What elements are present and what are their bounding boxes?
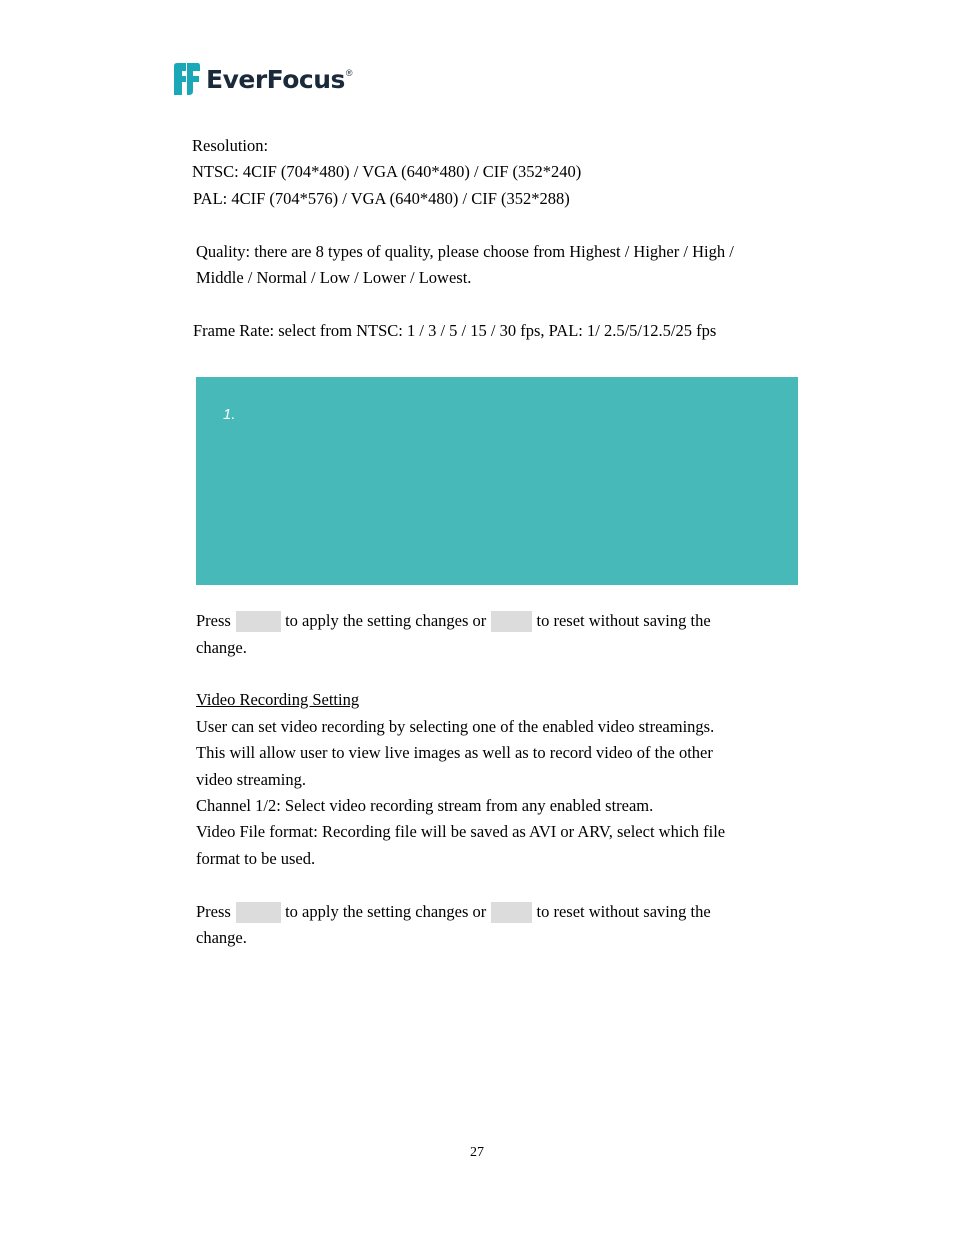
press-instruction-2 [196, 902, 711, 924]
note-band [196, 377, 798, 585]
everfocus-logo-mark-icon [171, 62, 201, 96]
reset-button[interactable] [491, 902, 532, 923]
reset-button[interactable] [491, 611, 532, 632]
video-recording-line-1: User can set video recording by selecting one of the enabled video streamings. [196, 717, 715, 736]
video-recording-heading: Video Recording Setting [196, 690, 360, 709]
resolution-ntsc: NTSC: 4CIF (704*480) / VGA (640*480) / CIF (352*240) [192, 162, 582, 181]
apply-button[interactable] [236, 902, 281, 923]
press-label: Press [196, 902, 231, 921]
apply-button[interactable] [236, 611, 281, 632]
video-recording-line-3: video streaming. [196, 770, 306, 789]
registered-mark: ® [345, 68, 353, 78]
everfocus-logo [171, 61, 353, 97]
channel-text: Channel 1/2: Select video recording stream from any enabled stream. [196, 796, 654, 815]
file-format-line-1: Video File format: Recording file will be saved as AVI or ARV, select which file [196, 822, 726, 841]
resolution-pal: PAL: 4CIF (704*576) / VGA (640*480) / CIF (352*288) [193, 189, 570, 208]
press-instruction-1-line-2: change. [196, 638, 247, 657]
brand-name: EverFocus [206, 64, 345, 94]
video-recording-line-2: This will allow user to view live images as well as to record video of the other [196, 743, 713, 762]
press-instruction-2-line-2: change. [196, 928, 247, 947]
quality-line-2: Middle / Normal / Low / Lower / Lowest. [196, 268, 472, 287]
resolution-title: Resolution: [192, 136, 269, 155]
quality-line-1: Quality: there are 8 types of quality, please choose from Highest / Higher / High / [196, 242, 734, 261]
reset-text: to reset without saving the [536, 611, 711, 630]
reset-text: to reset without saving the [536, 902, 711, 921]
apply-text: to apply the setting changes or [285, 902, 487, 921]
page-number: 27 [470, 1145, 484, 1160]
file-format-line-2: format to be used. [196, 849, 316, 868]
frame-rate-text: Frame Rate: select from NTSC: 1 / 3 / 5 / 15 / 30 fps, PAL: 1/ 2.5/5/12.5/25 fps [193, 321, 717, 340]
press-label: Press [196, 611, 231, 630]
press-instruction-1 [196, 611, 711, 633]
note-number: 1. [223, 406, 236, 423]
apply-text: to apply the setting changes or [285, 611, 487, 630]
